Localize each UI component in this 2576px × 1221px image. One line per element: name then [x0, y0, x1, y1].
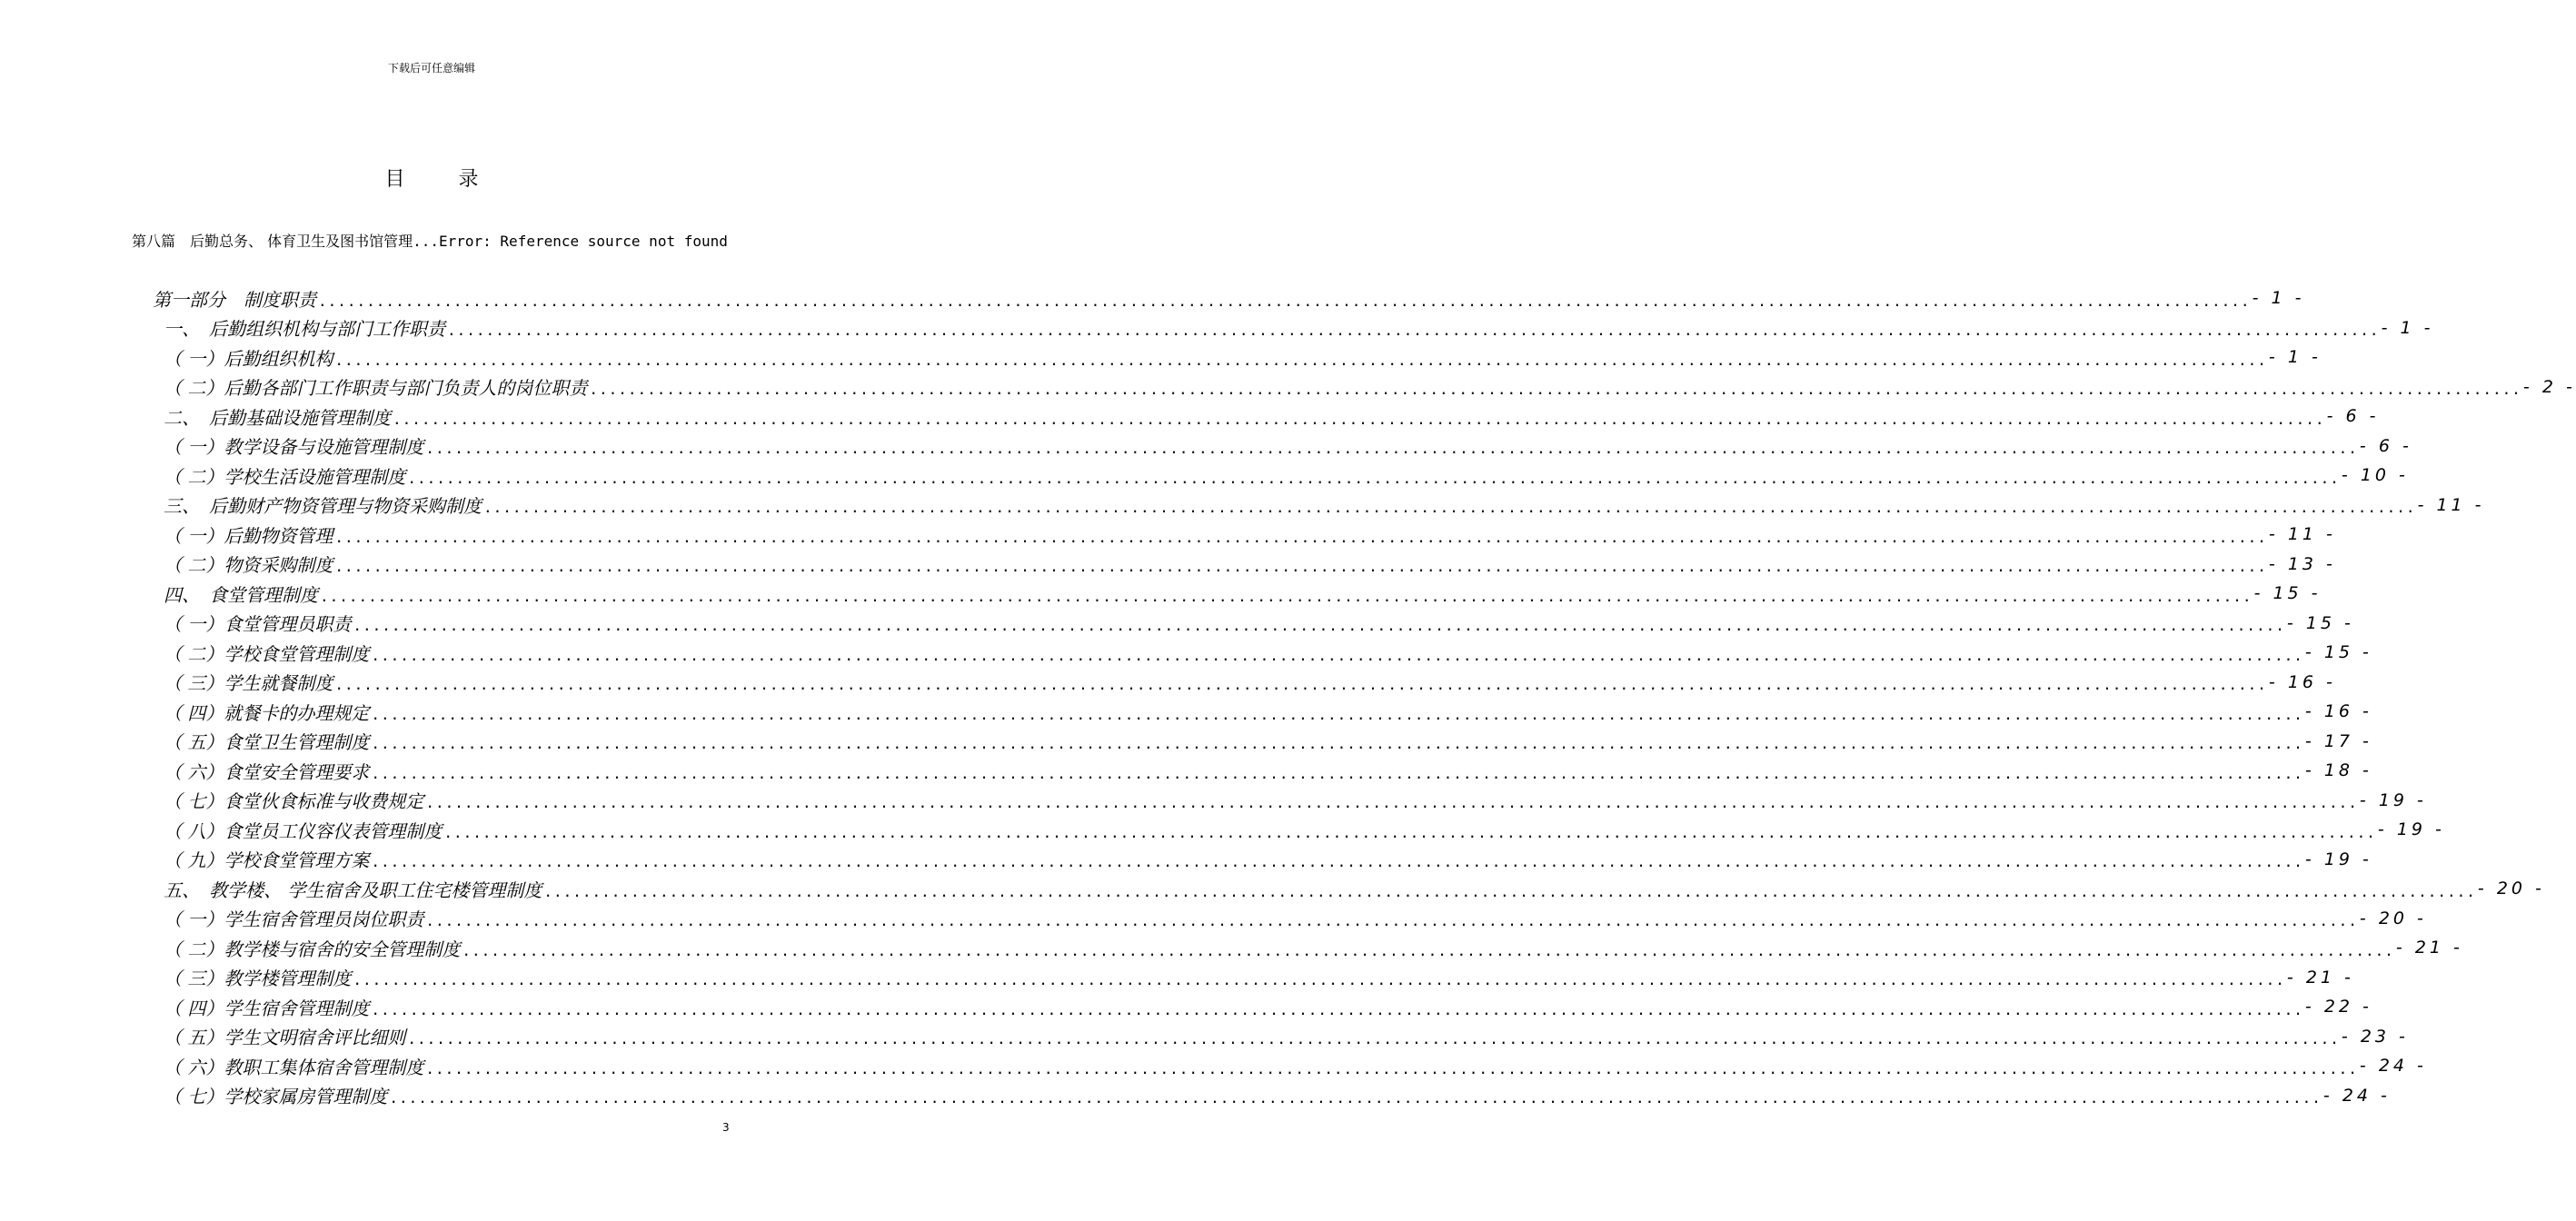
- page-number: 3: [722, 1121, 730, 1134]
- toc-entry-text: 二、 后勤基础设施管理制度: [164, 406, 391, 429]
- toc-entry[interactable]: [164, 491, 2485, 520]
- toc-entry-text: 五、 教学楼、 学生宿舍及职工住宅楼管理制度: [164, 879, 542, 901]
- toc-leader-dots: ........................................................................................................................................................................................................: [407, 469, 2340, 487]
- toc-entry[interactable]: [164, 1081, 2391, 1110]
- toc-entry-page: - 6 -: [2326, 406, 2380, 426]
- toc-entry[interactable]: [164, 461, 2409, 490]
- toc-entry[interactable]: [164, 874, 2545, 903]
- toc-entry-page: - 19 -: [2359, 789, 2427, 810]
- toc-leader-dots: ........................................................................................................................................................................................................: [334, 351, 2267, 369]
- toc-leader-dots: ........................................................................................................................................................................................................: [407, 1030, 2340, 1047]
- toc-entry-page: - 20 -: [2359, 908, 2427, 928]
- toc-entry[interactable]: [164, 372, 2576, 402]
- toc-entry[interactable]: [164, 933, 2463, 962]
- toc-leader-dots: ........................................................................................................................................................................................................: [425, 794, 2358, 811]
- toc-leader-dots: ........................................................................................................................................................................................................: [334, 676, 2267, 693]
- toc-entry-page: - 11 -: [2268, 524, 2336, 544]
- toc-entry-text: （ 三）学生就餐制度: [164, 672, 333, 694]
- toc-entry-text: （ 二）教学楼与宿舍的安全管理制度: [164, 938, 461, 960]
- toc-entry[interactable]: [164, 845, 2372, 874]
- toc-entry-text: （ 一）教学设备与设施管理制度: [164, 436, 424, 458]
- toc-entry[interactable]: [164, 638, 2372, 667]
- toc-entry-text: （ 二）学校食堂管理制度: [164, 642, 370, 665]
- toc-entry-text: （ 二）物资采购制度: [164, 554, 333, 576]
- toc-entry-page: - 18 -: [2304, 760, 2372, 780]
- toc-entry-text: （ 六）食堂安全管理要求: [164, 760, 370, 783]
- toc-entry-page: - 1 -: [2252, 288, 2305, 308]
- toc-entry-page: - 24 -: [2322, 1085, 2391, 1106]
- toc-leader-dots: ........................................................................................................................................................................................................: [462, 941, 2394, 959]
- toc-entry[interactable]: [164, 904, 2427, 933]
- toc-leader-dots: ........................................................................................................................................................................................................: [353, 617, 2285, 634]
- toc-leader-dots: ........................................................................................................................................................................................................: [371, 853, 2303, 870]
- toc-entry-text: （ 九）学校食堂管理方案: [164, 849, 370, 871]
- toc-entry-text: （ 八）食堂员工仪容仪表管理制度: [164, 819, 443, 842]
- toc-leader-dots: ........................................................................................................................................................................................................: [425, 1059, 2358, 1077]
- toc-entry[interactable]: [164, 550, 2336, 579]
- toc-entry-page: - 24 -: [2359, 1056, 2427, 1076]
- toc-leader-dots: ........................................................................................................................................................................................................: [389, 1089, 2322, 1107]
- toc-entry-page: - 22 -: [2304, 997, 2372, 1017]
- toc-entry[interactable]: [164, 727, 2372, 756]
- toc-entry-text: 四、 食堂管理制度: [164, 583, 318, 606]
- header-note: 下载后可任意编辑: [387, 62, 475, 74]
- toc-entry[interactable]: [164, 609, 2354, 638]
- toc-leader-dots: ........................................................................................................................................................................................................: [443, 823, 2376, 841]
- toc-entry[interactable]: [164, 520, 2336, 549]
- toc-entry-text: （ 一）学生宿舍管理员岗位职责: [164, 908, 424, 930]
- toc-entry-page: - 2 -: [2522, 376, 2576, 397]
- toc-entry-page: - 21 -: [2286, 967, 2354, 988]
- toc-entry-text: （ 四）学生宿舍管理制度: [164, 997, 370, 1019]
- toc-entry-text: （ 六）教职工集体宿舍管理制度: [164, 1056, 424, 1078]
- toc-entry-text: （ 五）食堂卫生管理制度: [164, 731, 370, 753]
- toc-entry[interactable]: [164, 815, 2445, 844]
- toc-entry-text: （ 一）食堂管理员职责: [164, 613, 352, 635]
- toc-entry-page: - 21 -: [2395, 938, 2463, 958]
- toc-leader-dots: ........................................................................................................................................................................................................: [393, 410, 2325, 428]
- toc-entry-page: - 19 -: [2304, 849, 2372, 869]
- toc-leader-dots: ........................................................................................................................................................................................................: [371, 705, 2303, 723]
- toc-entry[interactable]: [164, 992, 2372, 1021]
- part-heading-label: 第八篇 后勤总务、 体育卫生及图书馆管理: [132, 233, 413, 250]
- page-title: 目 录: [384, 168, 502, 191]
- toc-entry[interactable]: [164, 786, 2427, 815]
- toc-entry-text: 三、 后勤财产物资管理与物资采购制度: [164, 495, 482, 517]
- toc-leader-dots: ........................................................................................................................................................................................................: [371, 735, 2303, 752]
- toc-entry-page: - 13 -: [2268, 553, 2336, 574]
- toc-entry-page: - 19 -: [2377, 819, 2445, 839]
- toc-entry-page: - 17 -: [2304, 730, 2372, 751]
- toc-leader-dots: ........................................................................................................................................................................................................: [353, 971, 2285, 988]
- toc-entry[interactable]: [164, 697, 2372, 726]
- toc-entry-page: - 15 -: [2253, 583, 2322, 603]
- toc-entry[interactable]: [164, 963, 2354, 992]
- toc-entry[interactable]: [164, 313, 2434, 342]
- toc-leader-dots: ........................................................................................................................................................................................................: [447, 322, 2380, 339]
- toc-entry-text: （ 七）食堂伙食标准与收费规定: [164, 790, 424, 812]
- toc-leader-dots: ........................................................................................................................................................................................................: [371, 1000, 2303, 1018]
- toc-entry-text: 第一部分 制度职责: [153, 288, 316, 311]
- toc-entry[interactable]: [164, 402, 2380, 431]
- toc-entry[interactable]: [164, 1051, 2427, 1080]
- toc-entry[interactable]: [164, 432, 2412, 461]
- toc-entry-page: - 23 -: [2341, 1026, 2409, 1047]
- toc-leader-dots: ........................................................................................................................................................................................................: [589, 381, 2521, 398]
- toc-leader-dots: ........................................................................................................................................................................................................: [371, 646, 2303, 664]
- toc-leader-dots: ........................................................................................................................................................................................................: [318, 292, 2251, 310]
- toc-leader-dots: ........................................................................................................................................................................................................: [334, 558, 2267, 575]
- part-heading[interactable]: [132, 227, 736, 256]
- toc-leader-dots: ........................................................................................................................................................................................................: [371, 764, 2303, 782]
- toc-entry-text: （ 五）学生文明宿舍评比细则: [164, 1027, 406, 1048]
- toc-leader-dots: ........................................................................................................................................................................................................: [425, 440, 2358, 457]
- toc-entry-page: - 1 -: [2268, 347, 2322, 367]
- toc-entry-page: - 16 -: [2304, 701, 2372, 721]
- toc-entry[interactable]: [164, 756, 2372, 785]
- toc-entry[interactable]: [164, 579, 2322, 608]
- toc-entry-page: - 6 -: [2359, 435, 2412, 456]
- toc-entry-text: （ 一）后勤组织机构: [164, 347, 333, 370]
- toc-entry-page: - 15 -: [2286, 612, 2354, 633]
- toc-entry[interactable]: [164, 668, 2336, 697]
- toc-leader-dots: ........................................................................................................................................................................................................: [483, 499, 2416, 516]
- toc-entry-text: （ 一）后勤物资管理: [164, 524, 333, 547]
- toc-entry-text: （ 二）学校生活设施管理制度: [164, 465, 406, 488]
- toc-leader-dots: ........................................................................................................................................................................................................: [425, 912, 2358, 929]
- toc-leader-dots: ........................................................................................................................................................................................................: [334, 528, 2267, 546]
- toc-entry[interactable]: [153, 283, 2305, 313]
- toc-leader-dots: ........................................................................................................................................................................................................: [543, 882, 2476, 900]
- toc-entry[interactable]: [164, 342, 2322, 372]
- toc-entry-text: （ 三）教学楼管理制度: [164, 968, 352, 989]
- toc-entry-page: - 10 -: [2341, 465, 2409, 485]
- toc-entry[interactable]: [164, 1022, 2409, 1051]
- toc-entry-page: - 16 -: [2268, 671, 2336, 692]
- toc-entry-text: （ 四）就餐卡的办理规定: [164, 701, 370, 724]
- toc-entry-text: 一、 后勤组织机构与部门工作职责: [164, 318, 445, 340]
- toc-entry-page: - 20 -: [2477, 879, 2545, 898]
- toc-entry-page: - 15 -: [2304, 642, 2372, 662]
- toc-entry-text: （ 二）后勤各部门工作职责与部门负责人的岗位职责: [164, 377, 588, 399]
- toc-leader-dots: ........................................................................................................................................................................................................: [320, 587, 2253, 605]
- toc-entry-page: - 11 -: [2417, 494, 2485, 515]
- reference-error-text: ...Error: Reference source not found: [413, 233, 728, 250]
- toc-entry-page: - 1 -: [2381, 317, 2434, 338]
- toc-entry-text: （ 七）学校家属房管理制度: [164, 1086, 388, 1107]
